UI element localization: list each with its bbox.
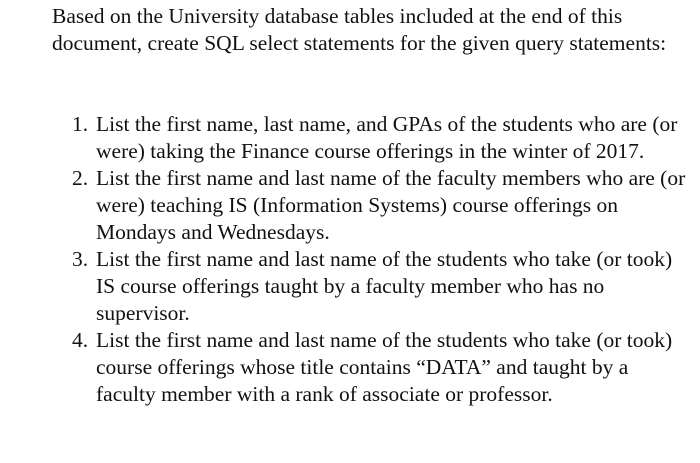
question-number: 4. bbox=[72, 328, 89, 352]
intro-paragraph: Based on the University database tables included at the end of this document, create SQL select statements for the given query statements: bbox=[52, 4, 667, 55]
question-item bbox=[0, 165, 686, 246]
question-text: List the first name, last name, and GPAs of the students who are (or were) taking the Finance course offerings in the winter of 2017. bbox=[96, 112, 678, 163]
question-number: 3. bbox=[72, 247, 89, 271]
question-number: 2. bbox=[72, 166, 89, 190]
question-number: 1. bbox=[72, 112, 89, 136]
question-text: List the first name and last name of the faculty members who are (or were) teaching IS (Information Systems) course offerings on Mondays and Wednesdays. bbox=[96, 166, 686, 244]
question-text: List the first name and last name of the students who take (or took) IS course offerings taught by a faculty member who has no supervisor. bbox=[96, 247, 673, 325]
question-list bbox=[0, 111, 686, 408]
question-item bbox=[0, 246, 686, 327]
question-text: List the first name and last name of the students who take (or took) course offerings whose title contains “DATA” and taught by a faculty member with a rank of associate or professor. bbox=[96, 328, 673, 406]
question-item bbox=[0, 327, 686, 408]
question-item bbox=[0, 111, 686, 165]
